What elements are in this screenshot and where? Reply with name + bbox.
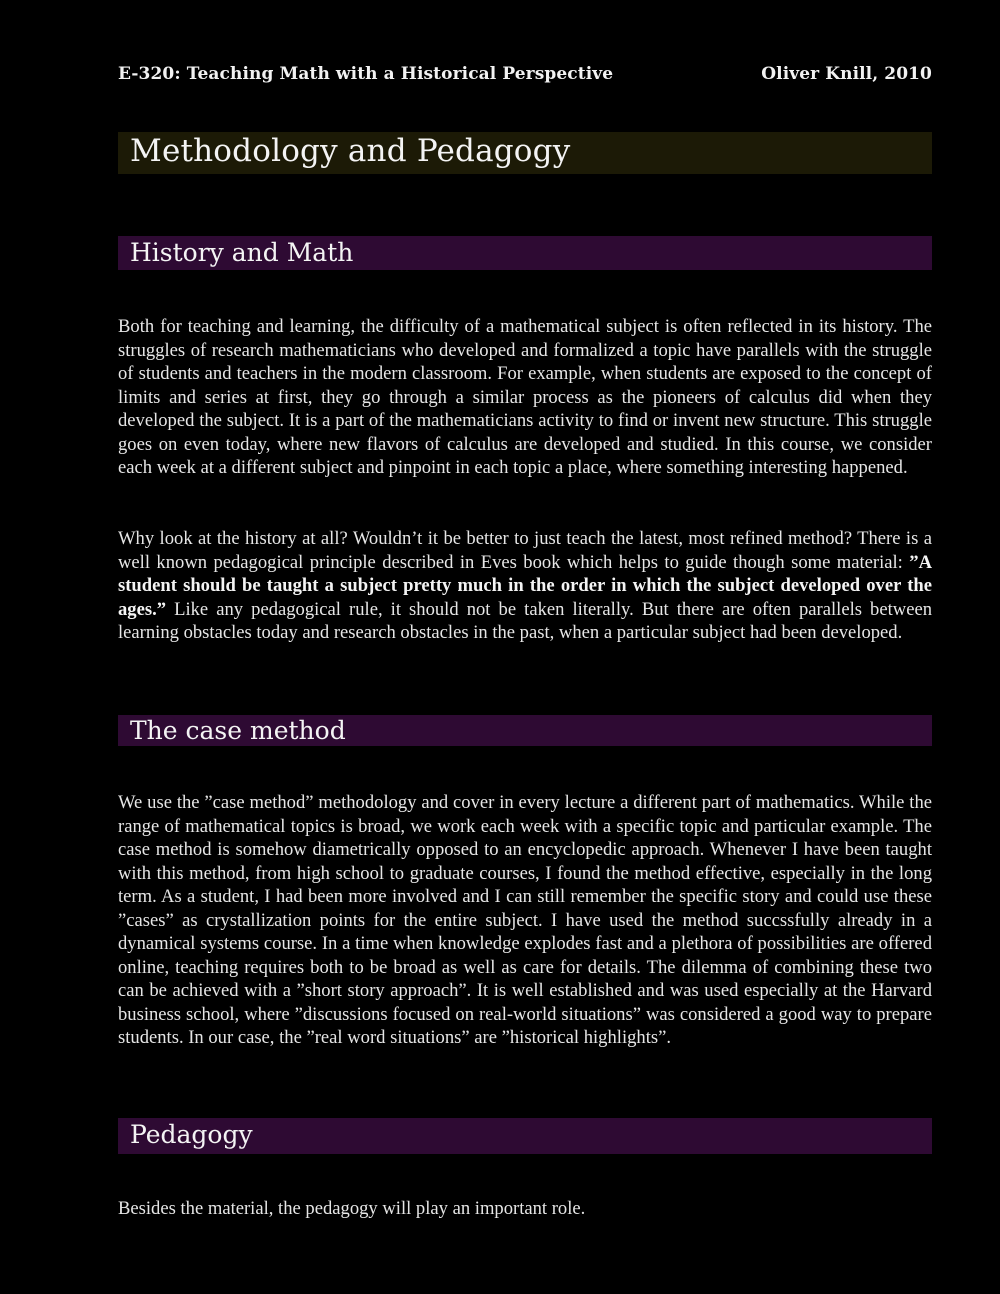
course-title: E-320: Teaching Math with a Historical Perspective — [118, 64, 614, 84]
paragraph-text: Like any pedagogical rule, it should not be taken literally. But there are often parallels between learning obstacles today and research obstacles in the past, when a particular subject had been developed. — [118, 598, 932, 643]
section-heading-pedagogy — [118, 1118, 932, 1154]
page-title: Methodology and Pedagogy — [130, 133, 571, 169]
section-heading-history-and-math — [118, 236, 932, 270]
eves-principle-quote: ”A student should be taught a subject pretty much in the order in which the subject developed over the ages.” — [118, 551, 932, 620]
running-header — [118, 64, 932, 84]
author-year: Oliver Knill, 2010 — [761, 64, 932, 84]
paragraph-history-2 — [118, 527, 932, 645]
section-heading-text: The case method — [130, 716, 346, 745]
section-heading-text: History and Math — [130, 238, 354, 267]
paragraph-history-1: Both for teaching and learning, the difficulty of a mathematical subject is often reflected in its history. The struggles of research mathematicians who developed and formalized a topic have parallels with the struggle of students and teachers in the modern classroom. For example, when students are exposed to the concept of limits and series at first, they go through a similar process as the pioneers of calculus did when they developed the subject. It is a part of the mathematicians activity to find or invent new structure. This struggle goes on even today, where new flavors of calculus are developed and studied. In this course, we consider each week at a different subject and pinpoint in each topic a place, where something interesting happened. — [118, 316, 932, 478]
title-banner — [118, 132, 932, 174]
paragraph-text: Why look at the history at all? Wouldn’t it be better to just teach the latest, most refined method? There is a well known pedagogical principle described in Eves book which helps to guide though some material: — [118, 528, 932, 573]
section-heading-case-method — [118, 715, 932, 746]
paragraph-pedagogy: Besides the material, the pedagogy will play an important role. — [118, 1198, 586, 1219]
section-heading-text: Pedagogy — [130, 1120, 253, 1149]
paragraph-case-method: We use the ”case method” methodology and cover in every lecture a different part of mathematics. While the range of mathematical topics is broad, we work each week with a specific topic and particular example. The case method is somehow diametrically opposed to an encyclopedic approach. Whenever I have been taught with this method, from high school to graduate courses, I found the method effective, especially in the long term. As a student, I had been more involved and I can still remember the specific story and could use these ”cases” as crystallization points for the entire subject. I have used the method succssfully already in a dynamical systems course. In a time when knowledge explodes fast and a plethora of possibilities are offered online, teaching requires both to be broad as well as care for details. The dilemma of combining these two can be achieved with a ”short story approach”. It is well established and was used especially at the Harvard business school, where ”discussions focused on real-world situations” was considered a good way to prepare students. In our case, the ”real word situations” are ”historical highlights”. — [118, 792, 932, 1048]
